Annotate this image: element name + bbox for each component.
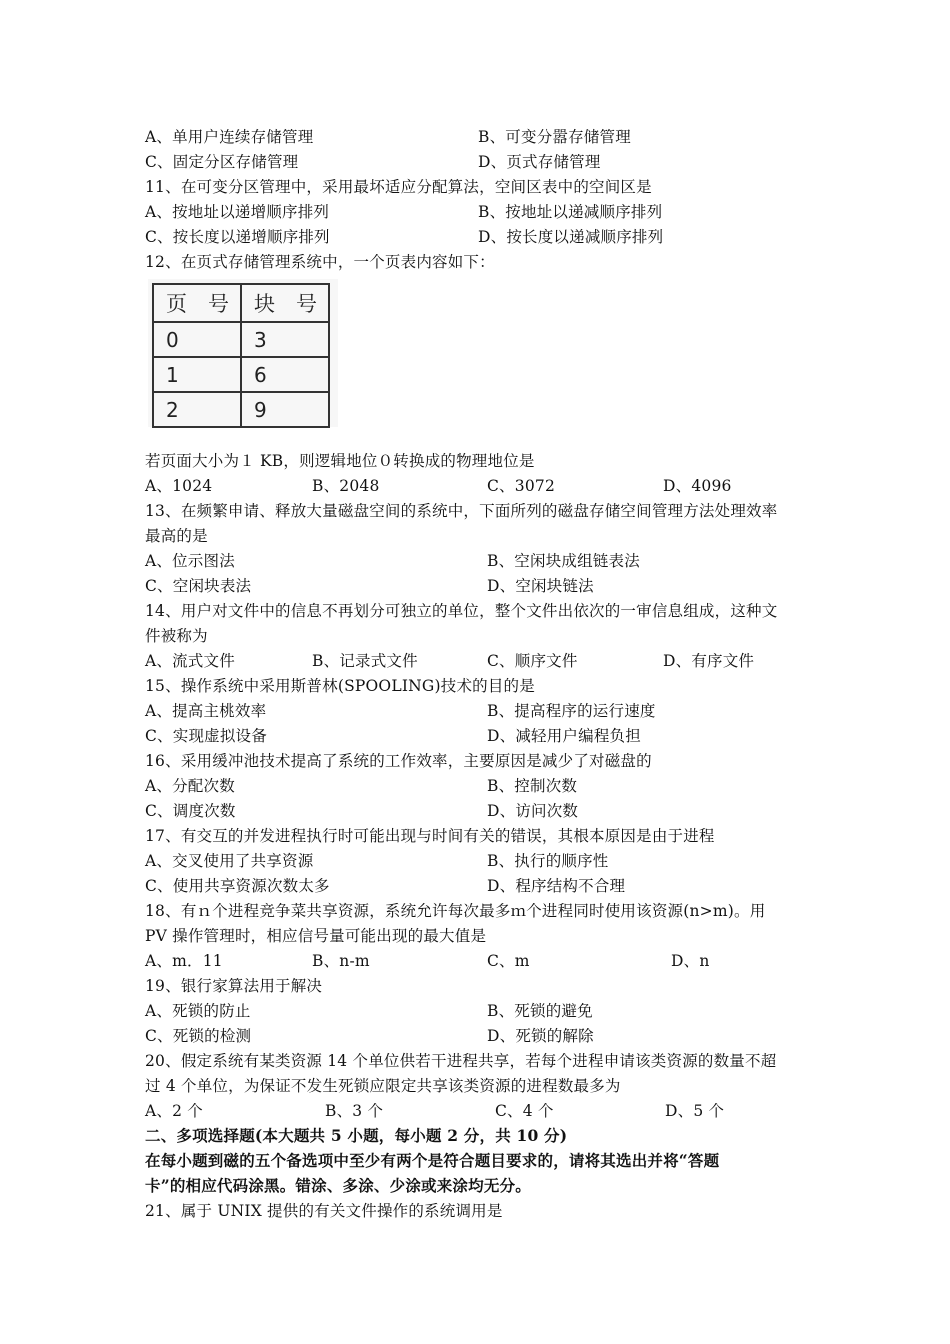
q10-option-d: D、页式存储管理 (478, 153, 601, 171)
q13-stem-line-1: 13、在频繁申请、释放大量磁盘空间的系统中，下面所列的磁盘存储空间管理方法处理效率 (145, 502, 778, 520)
q12-option-c: C、3072 (487, 477, 556, 495)
section-2-instructions-line-2: 卡”的相应代码涂黑。错涂、多涂、少涂或来涂均无分。 (145, 1176, 531, 1195)
q16-stem: 16、采用缓冲池技术提高了系统的工作效率，主要原因是减少了对磁盘的 (145, 752, 652, 770)
q14-option-a: A、流式文件 (145, 652, 235, 670)
q15-option-b: B、提高程序的运行速度 (487, 702, 656, 720)
page-table-image (148, 279, 338, 427)
q20-option-a: A、2 个 (145, 1102, 203, 1120)
q17-option-a: A、交叉使用了共享资源 (145, 852, 314, 870)
q16-option-a: A、分配次数 (145, 777, 235, 795)
q13-stem-line-2: 最高的是 (145, 527, 208, 545)
q13-option-c: C、空闲块表法 (145, 577, 252, 595)
q14-stem-line-1: 14、用户对文件中的信息不再划分可独立的单位，整个文件出依次的一审信息组成，这种文 (145, 602, 778, 620)
page-table-header-block: 块 号 (241, 284, 329, 322)
q10-option-c: C、固定分区存储管理 (145, 153, 299, 171)
q17-stem: 17、有交互的并发进程执行时可能出现与时间有关的错误，其根本原因是由于进程 (145, 827, 715, 845)
q19-option-b: B、死锁的避免 (487, 1002, 593, 1020)
q17-option-d: D、程序结构不合理 (487, 877, 626, 895)
q18-stem-line-1: 18、有ｎ个进程竞争菜共享资源，系统允许每次最多ｍ个进程同时使用该资源(n>m)。用 (145, 902, 766, 920)
q18-option-c: C、m (487, 952, 530, 970)
page-table-cell: 3 (241, 322, 329, 357)
q12-followup: 若页面大小为１ KB，则逻辑地位０转换成的物理地位是 (145, 452, 535, 470)
q18-option-d: D、n (671, 952, 710, 970)
q18-option-b: B、n-m (312, 952, 370, 970)
q19-option-d: D、死锁的解除 (487, 1027, 594, 1045)
q20-option-b: B、3 个 (325, 1102, 384, 1120)
q14-option-c: C、顺序文件 (487, 652, 578, 670)
q17-option-c: C、使用共享资源次数太多 (145, 877, 330, 895)
q16-option-c: C、调度次数 (145, 802, 236, 820)
q11-option-b: B、按地址以递减顺序排列 (478, 203, 663, 221)
q11-option-c: C、按长度以递增顺序排列 (145, 228, 330, 246)
q21-stem: 21、属于 UNIX 提供的有关文件操作的系统调用是 (145, 1202, 503, 1220)
page-table-header-page: 页 号 (153, 284, 241, 322)
q20-stem-line-1: 20、假定系统有某类资源 14 个单位供若干进程共享，若每个进程申请该类资源的数量不超 (145, 1052, 777, 1070)
q12-option-d: D、4096 (663, 477, 732, 495)
q20-option-c: C、4 个 (495, 1102, 554, 1120)
q13-option-a: A、位示图法 (145, 552, 235, 570)
q18-stem-line-2: PV 操作管理时，相应信号量可能出现的最大值是 (145, 927, 487, 945)
q14-option-d: D、有序文件 (663, 652, 755, 670)
page-table-cell: 1 (153, 357, 241, 392)
q13-option-b: B、空闲块成组链表法 (487, 552, 640, 570)
page-table-cell: 2 (153, 392, 241, 427)
q19-stem: 19、银行家算法用于解决 (145, 977, 323, 995)
q19-option-c: C、死锁的检测 (145, 1027, 252, 1045)
q11-option-a: A、按地址以递增顺序排列 (145, 203, 330, 221)
q15-option-a: A、提高主桃效率 (145, 702, 267, 720)
section-2-title: 二、多项选择题(本大题共 5 小题，每小题 2 分，共 10 分) (145, 1126, 568, 1145)
q14-stem-line-2: 件被称为 (145, 627, 208, 645)
q19-option-a: A、死锁的防止 (145, 1002, 251, 1020)
q15-option-d: D、减轻用户编程负担 (487, 727, 641, 745)
q20-stem-line-2: 过 4 个单位，为保证不发生死锁应限定共享该类资源的进程数最多为 (145, 1077, 621, 1095)
q11-stem: 11、在可变分区管理中，采用最坏适应分配算法，空间区表中的空间区是 (145, 178, 652, 196)
section-2-instructions-line-1: 在每小题到磁的五个备选项中至少有两个是符合题目要求的，请将其选出并将“答题 (145, 1151, 720, 1170)
q13-option-d: D、空闲块链法 (487, 577, 594, 595)
page-table (152, 283, 330, 428)
q20-option-d: D、5 个 (665, 1102, 725, 1120)
q17-option-b: B、执行的顺序性 (487, 852, 609, 870)
q16-option-d: D、访问次数 (487, 802, 579, 820)
q12-option-a: A、1024 (145, 477, 213, 495)
q15-stem: 15、操作系统中采用斯普林(SPOOLING)技术的目的是 (145, 677, 535, 695)
q14-option-b: B、记录式文件 (312, 652, 418, 670)
q18-option-a: A、m．11 (145, 952, 223, 970)
q12-option-b: B、2048 (312, 477, 380, 495)
q11-option-d: D、按长度以递减顺序排列 (478, 228, 664, 246)
page-table-cell: 9 (241, 392, 329, 427)
q10-option-b: B、可变分嚣存储管理 (478, 128, 631, 146)
page-table-cell: 0 (153, 322, 241, 357)
q15-option-c: C、实现虚拟设备 (145, 727, 267, 745)
q10-option-a: A、单用户连续存储管理 (145, 128, 314, 146)
page-table-cell: 6 (241, 357, 329, 392)
q12-stem: 12、在页式存储管理系统中，一个页表内容如下： (145, 253, 495, 271)
q16-option-b: B、控制次数 (487, 777, 578, 795)
